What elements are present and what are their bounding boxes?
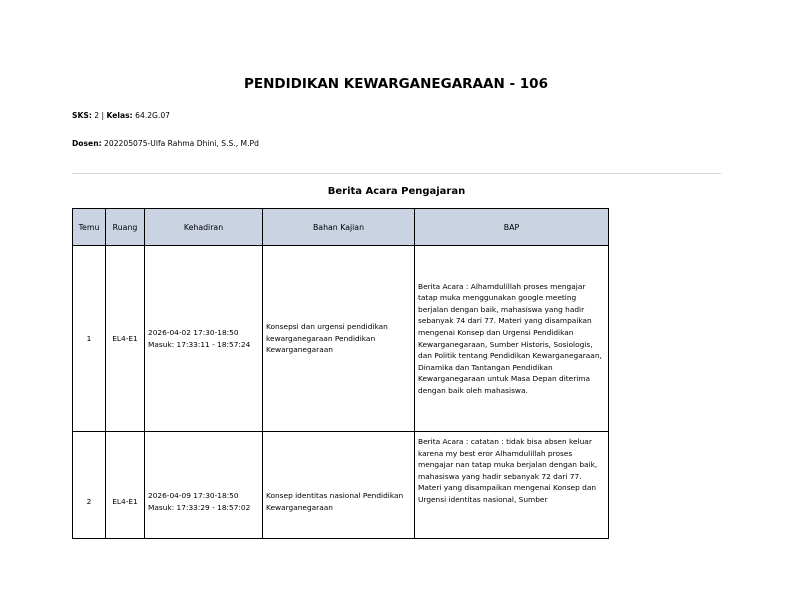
table-header-row: [73, 209, 609, 246]
sks-label: SKS:: [72, 111, 92, 120]
cell-bahan-kajian: Konsepsi dan urgensi pendidikan kewarganegaraan Pendidikan Kewarganegaraan: [263, 246, 415, 432]
cell-ruang: EL4-E1: [106, 432, 145, 540]
lecturer-info: [72, 139, 259, 148]
cell-temu: 1: [73, 246, 106, 432]
cell-bap: Berita Acara : catatan : tidak bisa absen keluar karena my best eror Alhamdulillah proses mengajar nan tatap muka berjalan dengan baik, mahasiswa yang hadir sebanyak 72 dari 77. Materi yang disampaikan mengenai Konsep dan Urgensi identitas nasional, Sumber: [415, 432, 609, 540]
kelas-value: 64.2G.07: [132, 111, 170, 120]
sks-value: 2 |: [91, 111, 107, 120]
header-bahan-kajian: Bahan Kajian: [263, 209, 415, 246]
kelas-label: Kelas:: [106, 111, 133, 120]
dosen-value: 202205075-Ulfa Rahma Dhini, S.S., M.Pd: [101, 139, 259, 148]
cell-bahan-kajian: Konsep identitas nasional Pendidikan Kewarganegaraan: [263, 432, 415, 540]
cell-ruang: EL4-E1: [106, 246, 145, 432]
divider: [72, 173, 721, 174]
header-bap: BAP: [415, 209, 609, 246]
table-bottom-border: [72, 538, 608, 539]
cell-kehadiran: 2026-04-09 17:30-18:50 Masuk: 17:33:29 - 18:57:02: [145, 432, 263, 540]
section-title: Berita Acara Pengajaran: [327, 186, 466, 197]
cell-kehadiran: 2026-04-02 17:30-18:50 Masuk: 17:33:11 - 18:57:24: [145, 246, 263, 432]
header-kehadiran: Kehadiran: [145, 209, 263, 246]
cell-bap: Berita Acara : Alhamdulillah proses mengajar tatap muka menggunakan google meeting berjalan dengan baik, mahasiswa yang hadir sebanyak 74 dari 77. Materi yang disampaikan mengenai Konsep dan Urgensi Pendidikan Kewarganegaraan, Sumber Historis, Sosiologis, dan Politik tentang Pendidikan Kewarganegaraan, Dinamika dan Tantangan Pendidikan Kewarganegaraan untuk Masa Depan diterima dengan baik oleh mahasiswa.: [415, 246, 609, 432]
cell-temu: 2: [73, 432, 106, 540]
table-row: [73, 432, 609, 540]
table-row: [73, 246, 609, 432]
bap-table: [72, 208, 609, 539]
header-ruang: Ruang: [106, 209, 145, 246]
course-info: [72, 111, 170, 120]
page-title: PENDIDIKAN KEWARGANEGARAAN - 106: [244, 76, 548, 92]
header-temu: Temu: [73, 209, 106, 246]
table-viewport: [72, 208, 612, 539]
dosen-label: Dosen:: [72, 139, 102, 148]
